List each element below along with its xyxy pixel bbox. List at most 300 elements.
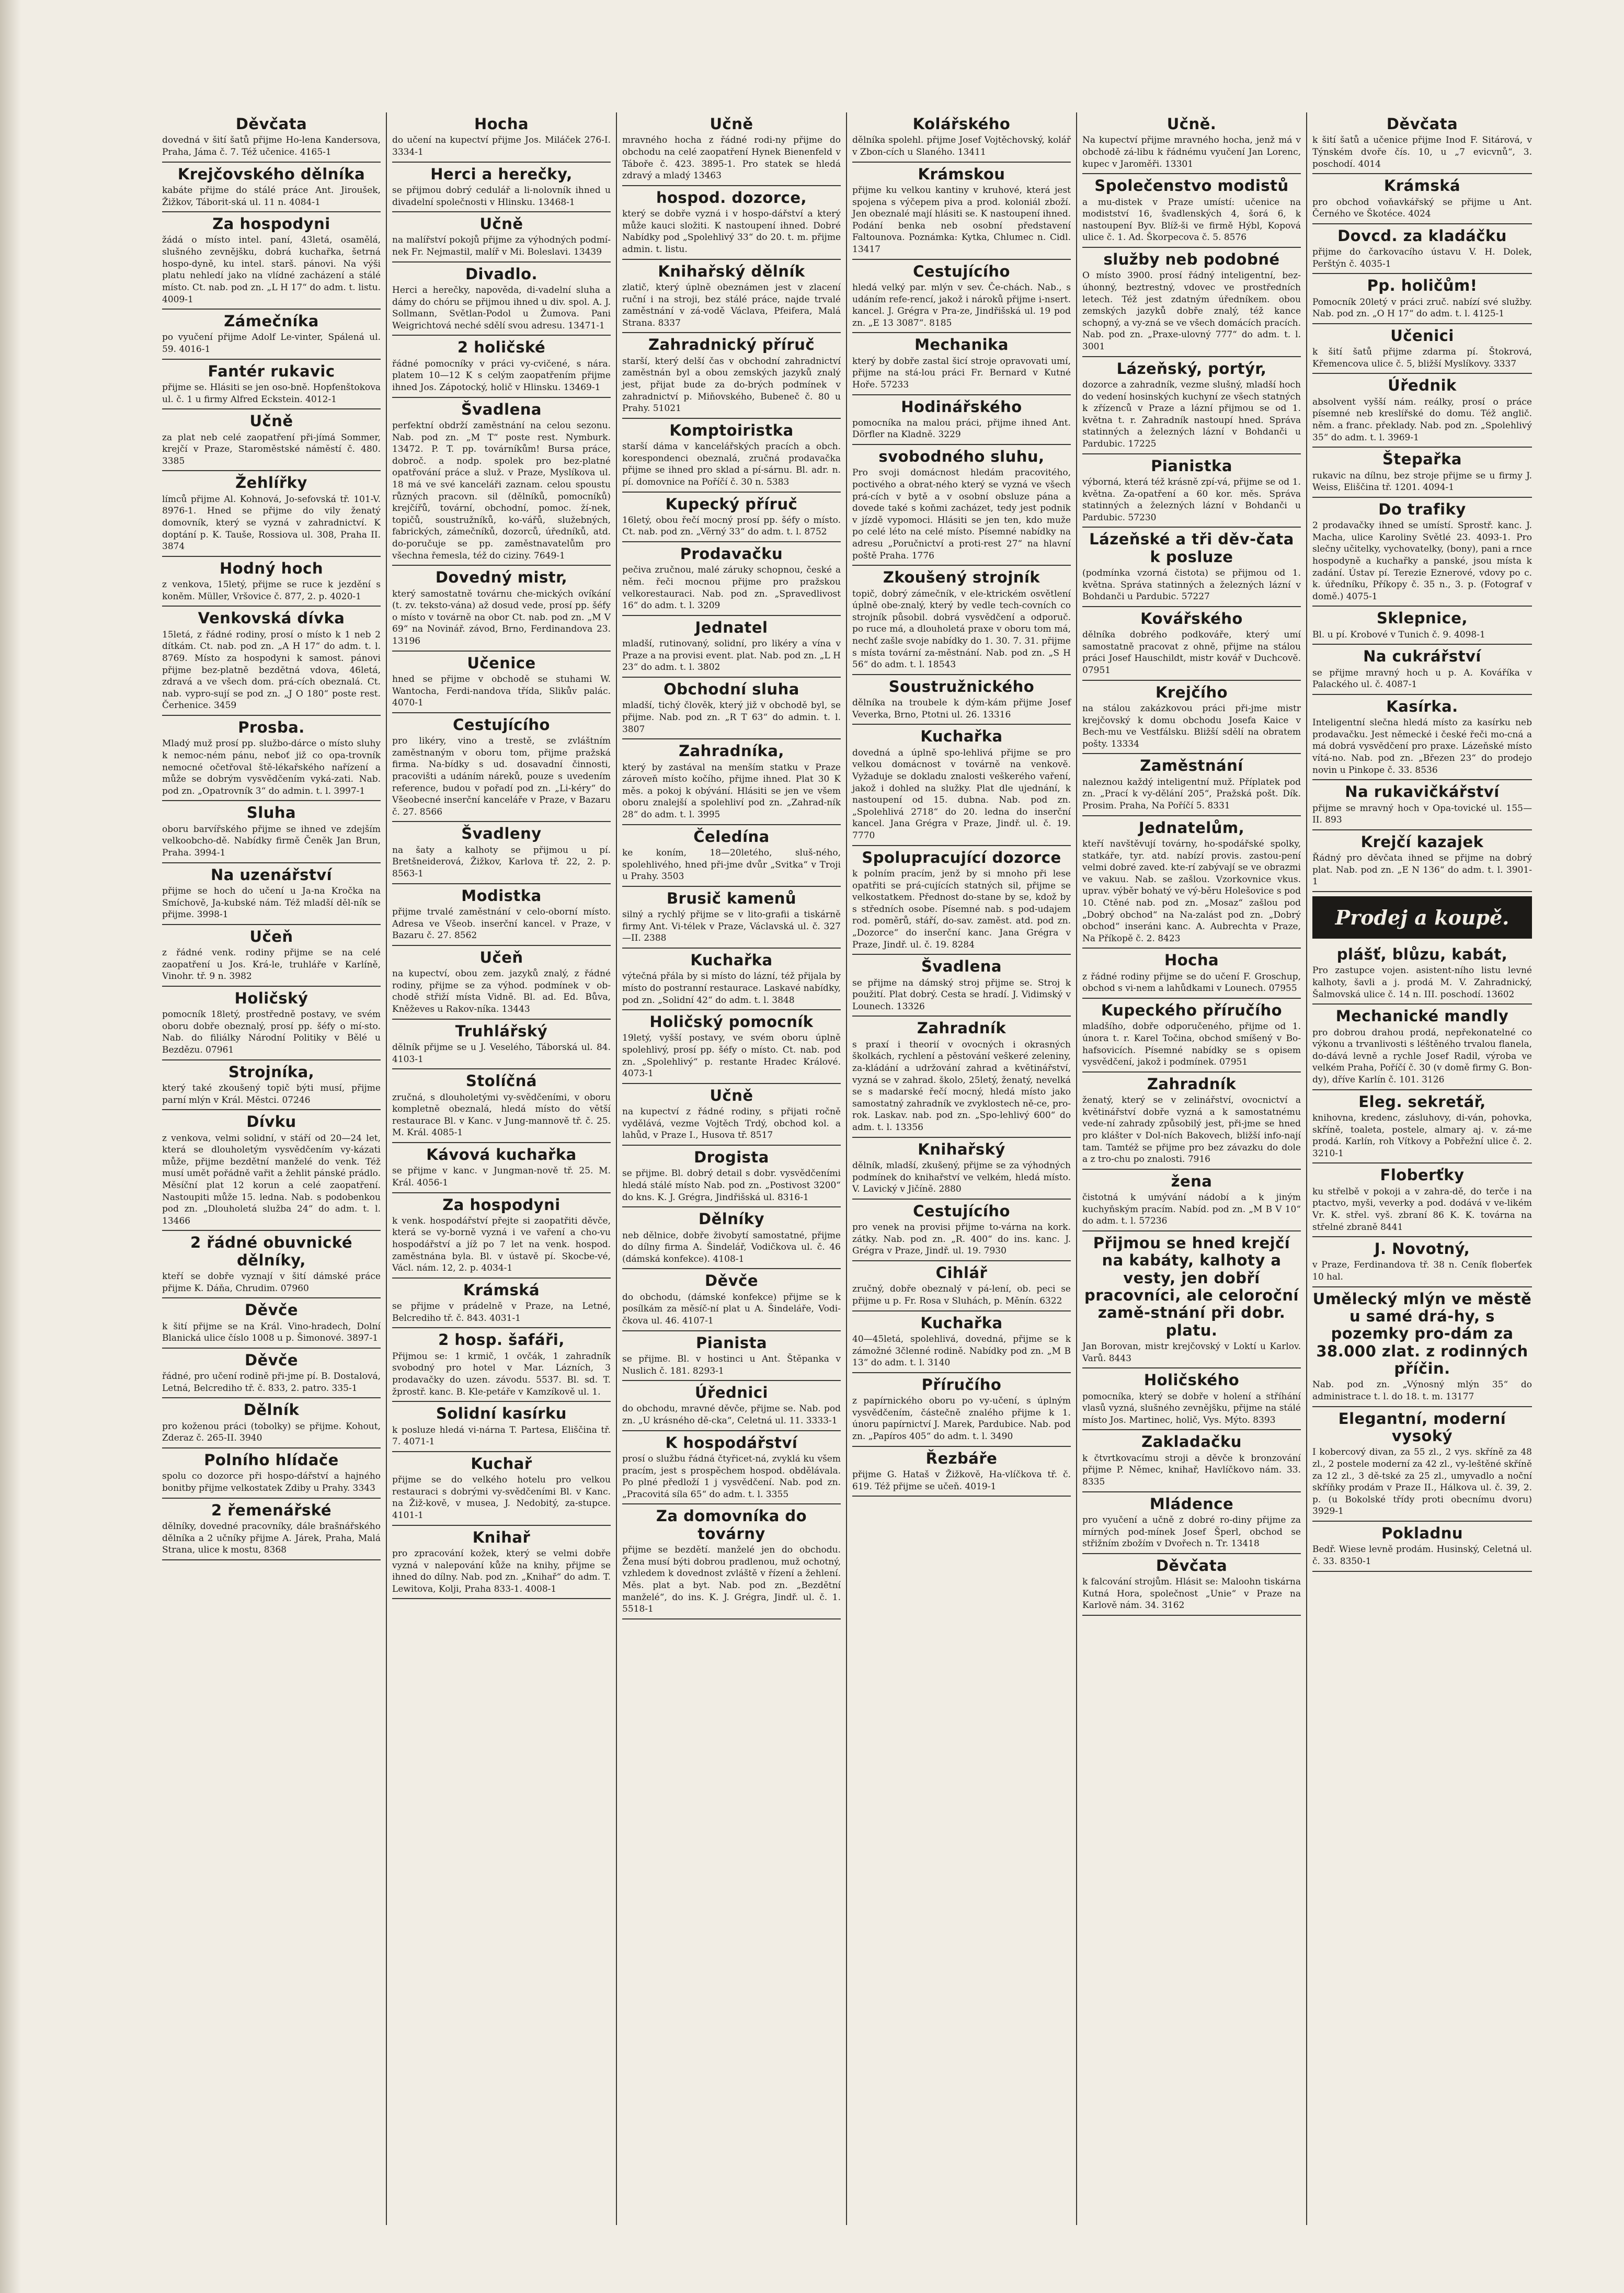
classified-ad bbox=[392, 163, 611, 213]
classified-ad bbox=[392, 822, 611, 884]
classified-ad bbox=[1312, 1163, 1532, 1237]
ad-heading: Děvčata bbox=[1156, 1556, 1228, 1575]
ad-body: přijme se do velkého hotelu pro velkou restauraci s dobrými vy-svědčeními Bl. v Kanc. na Žiž-kově, v musea, J. Nedobitý, za-stupce. 4101-1 bbox=[392, 1475, 611, 1521]
classified-ad bbox=[1312, 645, 1532, 695]
ad-heading: služby neb podobné bbox=[1103, 250, 1280, 268]
ad-body: s praxí i theorií v ovocných i okrasných školkách, rychlení a pěstování veškeré zeleniny, za-kládání a udržování zahrad a květinářství, vyzná se v zahrad. školo, 25letý, ženatý, nevelká se s madarské řečí mocný, hledá místo jako samostatný zahradník ve zvyklostech ně-ce, pro-rok. Laskav. nab. pod zn. „Spo-lehlivý 600“ do adm. t. l. 13356 bbox=[852, 1039, 1071, 1133]
classified-ad bbox=[1312, 112, 1532, 174]
ad-body: Přijmou se: 1 krmič, 1 ovčák, 1 zahradník svobodný pro hotel v Mar. Lázních, 3 prodavačky do uzen. závodu. 5537. Bl. sd. T. žprostř. kanc. B. Kle-petáře v Kamzíkově ul. 1. bbox=[392, 1351, 611, 1397]
ad-heading: Sklepnice, bbox=[1376, 609, 1468, 628]
ad-body: perfektní obdrží zaměstnání na celou sezonu. Nab. pod zn. „M T“ poste rest. Nymburk. 13472. P. T. pp. továrníkům! Bursa práce, dobroč. a nodp. spolek pro bez-platné opatřování práce a služ. v Praze, Myslíkova ul. 18 má ve své kanceláři zaznam. celou spoustu různých pracovn. sil (dělníků, pomocníků) krejčířů, tovární, obchodní, pomoc. ží-nek, topičů, soustružníků, ko-vářů, služebných, fabrických, zámečníků, dozorců, úředníků, atd. do-poručuje se pp. zaměstnavatelům pro všechna řemesla, též do ciziny. 7649-1 bbox=[392, 420, 611, 561]
classified-ad bbox=[622, 739, 841, 825]
ad-heading: Umělecký mlýn ve městě u samé drá-hy, s pozemky pro-dám za 38.000 zlat. z rodinných příčin. bbox=[1312, 1290, 1532, 1378]
ad-body: do učení na kupectví přijme Jos. Miláček 276-I. 3334-1 bbox=[392, 135, 611, 157]
ad-heading: J. Novotný, bbox=[1374, 1240, 1470, 1258]
ad-heading: Cestujícího bbox=[913, 1202, 1010, 1220]
ad-body: pro likéry, vino a trestě, se zvláštním zaměstnaným v oboru tom, přijme pražská firma. Na-bídky s ud. dosavadní činnosti, pracovišti a udáním náreků, pouze s uvedením reference, budou v pořadí pod zn. „Li-kéry“ do Všeobecné inserční kanceláře v Praze, v Bazaru č. 27. 8566 bbox=[392, 736, 611, 817]
ad-heading: Pokladnu bbox=[1381, 1524, 1463, 1542]
ad-heading: Hocha bbox=[1164, 951, 1219, 969]
ad-heading: Floberťky bbox=[1380, 1166, 1465, 1184]
ad-heading: Brusič kamenů bbox=[666, 889, 797, 907]
ad-body: který také zkoušený topič býti musí, přijme parní mlýn v Král. Městci. 07246 bbox=[162, 1083, 381, 1105]
ad-body: na malířství pokojů přijme za výhodných podmí-nek Fr. Nejmastil, malíř v Mi. Boleslavi. 13439 bbox=[392, 235, 611, 258]
ad-heading: Obchodní sluha bbox=[664, 680, 799, 699]
classified-ad bbox=[1312, 224, 1532, 275]
ad-heading: Učně bbox=[710, 115, 753, 133]
ad-heading: Strojníka, bbox=[228, 1063, 315, 1081]
ad-heading: Dovedný mistr, bbox=[435, 568, 568, 587]
ad-body: kteří se dobře vyznají v šití dámské práce přijme K. Dáňa, Chrudim. 07960 bbox=[162, 1271, 381, 1294]
ad-heading: Žehlířky bbox=[235, 474, 307, 492]
ad-body: O místo 3900. prosí řádný inteligentní, bez-úhonný, beztrestný, vdovec ve prostředních letech. Též jest zdatným úředníkem. obou zemských jazyků dobře znalý, též kance schopný, a vy-zná se ve všech domácích pracích. Nab. pod zn. „Praxe-ulovný 777“ do adm. t. l. 3001 bbox=[1082, 270, 1301, 352]
ad-body: který by dobře zastal šicí stroje opravovati umí, přijme na stá-lou práci Fr. Bernard v Kutné Hoře. 57233 bbox=[852, 356, 1071, 390]
classified-ad bbox=[622, 542, 841, 616]
ad-body: ženatý, který se v zelinářství, ovocnictví a květinářství dobře vyzná a k samostatnému vede-ní zahrady způsobilý jest, při-jme se hned pro klášter v Dol-ních Bakovech, bližší info-nají tam. Tamtéž se přijme pro bez závazku do dole a z tro-chu po znalosti. 7916 bbox=[1082, 1095, 1301, 1165]
ad-heading: Švadlena bbox=[921, 957, 1002, 976]
ad-heading: svobodného sluhu, bbox=[878, 448, 1045, 466]
ad-body: rukavic na dílnu, bez stroje přijme se u firmy J. Weiss, Eliščina tř. 1201. 4094-1 bbox=[1312, 470, 1532, 493]
ad-body: Nab. pod zn. „Výnosný mlýn 35“ do administrace t. l. do 18. t. m. 13177 bbox=[1312, 1379, 1532, 1402]
classified-ad bbox=[622, 949, 841, 1010]
ad-body: dělníka spolehl. přijme Josef Vojtěchovský, kolář v Zbon-cích u Slaného. 13411 bbox=[852, 135, 1071, 157]
ad-body: naleznou každý inteligentní muž. Příplatek pod zn. „Prací k vy-dělání 205“, Pražská pošt. Dík. Prosim. Praha, Na Poříčí 5. 8331 bbox=[1082, 777, 1301, 811]
classified-ad bbox=[622, 112, 841, 186]
ad-body: z venkova, 15letý, přijme se ruce k jezdění s koněm. Müller, Vršovice č. 877, 2. p. 4020-1 bbox=[162, 579, 381, 602]
classified-ad bbox=[162, 987, 381, 1060]
classified-ad bbox=[162, 112, 381, 163]
classified-ad bbox=[852, 163, 1071, 260]
classified-ad bbox=[162, 607, 381, 716]
ad-body: starší dáma v kancelářských pracích a obch. korespondenci obeznalá, zručná prodavačka přijme se ihned pro sklad a pí-sárnu. Bl. adr. n. pí. domovnice na Poříčí č. 30 n. 5383 bbox=[622, 441, 841, 487]
ad-body: k šití šatů přijme zdarma pí. Štokrová, Křemencova ulice č. 5, bližší Myslíkovy. 3337 bbox=[1312, 347, 1532, 369]
classified-ad bbox=[162, 557, 381, 607]
classified-ad bbox=[622, 1084, 841, 1146]
ad-heading: Kuchařka bbox=[690, 951, 773, 969]
ad-heading: Pianista bbox=[695, 1333, 768, 1352]
classified-ad bbox=[1312, 943, 1532, 1005]
classified-ad bbox=[392, 1279, 611, 1329]
ad-heading: Herci a herečky, bbox=[430, 165, 573, 183]
ad-heading: Na cukrářství bbox=[1363, 647, 1481, 666]
ad-heading: Soustružnického bbox=[888, 677, 1035, 695]
classified-ad bbox=[852, 846, 1071, 955]
classified-ad bbox=[392, 1193, 611, 1279]
classified-ad bbox=[392, 884, 611, 946]
ad-body: po vyučení přijme Adolf Le-vinter, Spálená ul. 59. 4016-1 bbox=[162, 332, 381, 355]
page-edge-shadow bbox=[0, 0, 21, 2293]
classified-ad bbox=[852, 1261, 1071, 1311]
classified-ad bbox=[852, 1138, 1071, 1200]
classified-ad bbox=[852, 1200, 1071, 1261]
ad-heading: Krejčovského dělníka bbox=[177, 165, 365, 183]
ad-body: (podmínka vzorná čistota) se přijmou od 1. května. Správa statinných a železných lázní v Bohdanči u Pardubic. 57227 bbox=[1082, 568, 1301, 602]
ad-body: kabáte přijme do stálé práce Ant. Jiroušek, Žižkov, Táborit-ská ul. 11 n. 4084-1 bbox=[162, 185, 381, 208]
classified-ad bbox=[392, 112, 611, 163]
classified-ad bbox=[162, 360, 381, 410]
ad-body: se přijme mravný hoch u p. A. Kováříka v Palackého ul. č. 4087-1 bbox=[1312, 667, 1532, 690]
classified-ad bbox=[622, 419, 841, 493]
ad-heading: Kuchařka bbox=[920, 727, 1003, 746]
classified-ad bbox=[162, 471, 381, 556]
classified-ad bbox=[1082, 454, 1301, 528]
classified-ad bbox=[852, 1311, 1071, 1373]
classified-ad bbox=[392, 1452, 611, 1526]
classified-ad bbox=[1312, 374, 1532, 448]
ad-heading: Solidní kasírku bbox=[436, 1405, 567, 1423]
ad-body: přijme se hoch do učení u Ja-na Kročka na Smíchově, Ja-kubské nám. Též mladší děl-ník se přijme. 3998-1 bbox=[162, 885, 381, 920]
ad-body: dovedná v šití šatů přijme Ho-lena Kandersova, Praha, Jámа č. 7. Též učenice. 4165-1 bbox=[162, 135, 381, 157]
ad-heading: Cihlář bbox=[935, 1264, 988, 1282]
classified-ad bbox=[1082, 248, 1301, 357]
classified-ad bbox=[1082, 816, 1301, 949]
ad-heading: 2 hosp. šafáři, bbox=[438, 1331, 565, 1349]
ad-body: mladší, tichý člověk, který již v obchodě byl, se přijme. Nab. pod zn. „R T 63“ do admin. t. l. 3807 bbox=[622, 700, 841, 735]
classified-ad bbox=[1312, 174, 1532, 224]
classified-ad bbox=[852, 566, 1071, 675]
ad-heading: Holičského bbox=[1143, 1371, 1240, 1389]
ad-body: dělníka na troubele k dým-kám přijme Josef Veverka, Brno, Ptotni ul. 26. 13316 bbox=[852, 698, 1071, 720]
ad-heading: Prosba. bbox=[238, 718, 305, 736]
ad-body: pomocníka, který se dobře v holení a stříhání vlasů vyzná, slušného zevnějšku, přijme na stálé místo Jos. Martinec, holič, Vys. Mýto. 8393 bbox=[1082, 1391, 1301, 1425]
classified-ad bbox=[162, 212, 381, 310]
classified-ad bbox=[392, 713, 611, 823]
ad-body: k šití šatů a učenice přijme Inod F. Sitárová, v Týnském dvoře čís. 10, u „7 evicvnů“, 3. poschodí. 4014 bbox=[1312, 135, 1532, 169]
ad-heading: Učně. bbox=[1166, 115, 1217, 133]
classified-ad bbox=[162, 1298, 381, 1349]
ad-body: spolu co dozorce při hospo-dářství a hajného bonitby přijme velkostatek Zdiby u Prahy. 3343 bbox=[162, 1471, 381, 1493]
ad-body: 19letý, vyšší postavy, ve svém oboru úplně spolehlivý, prosí pp. šéfy o místo. Ct. nab. pod zn. „Spolehlivý“ p. restante Hradec Králové. 4073-1 bbox=[622, 1033, 841, 1079]
classified-ad bbox=[392, 336, 611, 397]
classified-ad bbox=[1082, 1368, 1301, 1430]
classified-ad bbox=[852, 1017, 1071, 1137]
ad-heading: Štepařka bbox=[1382, 450, 1462, 469]
ad-body: z řádné rodiny přijme se do učení F. Groschup, obchod s vi-nem a lahůdkami v Lounech. 07955 bbox=[1082, 971, 1301, 994]
ad-heading: Učeň bbox=[249, 927, 293, 945]
classified-ad bbox=[1082, 681, 1301, 755]
classified-ad bbox=[1312, 695, 1532, 780]
ad-heading: Příručího bbox=[921, 1375, 1002, 1394]
ad-heading: Krámskou bbox=[918, 165, 1005, 183]
ad-body: pomocníka na malou práci, přijme ihned Ant. Dörfler na Kladně. 3229 bbox=[852, 417, 1071, 440]
ad-heading: Zahradník bbox=[1147, 1075, 1237, 1093]
classified-ad bbox=[392, 1328, 611, 1402]
ad-body: zručný, dobře obeznalý v pá-lení, ob. peci se přijme u p. Fr. Rosa v Sluhách, p. Měnín. 6322 bbox=[852, 1284, 1071, 1306]
ad-heading: Kupeckého příručího bbox=[1101, 1001, 1283, 1019]
classified-ad bbox=[162, 1231, 381, 1298]
classified-ad bbox=[1312, 448, 1532, 498]
ad-heading: Krejčího bbox=[1155, 683, 1228, 701]
ad-body: k venk. hospodářství přejte si zaopatřiti děvče, která se vy-borně vyzná i ve vaření a cho-vu hospodářství a jíž po 7 let na venk. hospod. zaměstnána byla. Bl. v ústavě pí. Skocbe-vé, Václ. nám. 12, 2. p. 4034-1 bbox=[392, 1215, 611, 1274]
ad-heading: Zaměstnání bbox=[1140, 757, 1243, 775]
ad-body: pro obchod voňavkářský se přijme u Ant. Černého ve Škotéce. 4024 bbox=[1312, 197, 1532, 220]
classified-ad bbox=[1312, 1005, 1532, 1090]
ad-heading: K hospodářství bbox=[665, 1433, 798, 1452]
classified-ad bbox=[852, 1373, 1071, 1447]
ad-body: I kobercový divan, za 55 zl., 2 vys. skříně za 48 zl., 2 postele moderní za 42 zl., vy-leštěné skříně za 12 zl., 3 dě-tské za 25 zl., umyvadlo a noční skříňky prodám v Praze II., Hálkova ul. č. 39, 2. p. (u Bokolské třídy proti obecnímu dvoru) 3929-1 bbox=[1312, 1447, 1532, 1517]
ad-body: přijme se mravný hoch v Opa-tovické ul. 155—II. 893 bbox=[1312, 803, 1532, 826]
ad-body: ke koním, 18—20letého, sluš-ného, spolehlivého, hned při-jme dvůr „Svitka“ v Troji u Prahy. 3503 bbox=[622, 847, 841, 882]
ad-heading: Učeň bbox=[479, 948, 523, 966]
ad-heading: Hodný hoch bbox=[219, 559, 323, 577]
ad-heading: Učně bbox=[249, 412, 293, 430]
ad-heading: Dělníky bbox=[699, 1210, 764, 1228]
ad-heading: Zkoušený strojník bbox=[883, 568, 1040, 587]
classified-ad bbox=[1312, 1287, 1532, 1407]
ad-body: kteří navštěvují továrny, ho-spodářské spolky, statkáře, tyr. atd. nabízí provis. zastou-pení velmi dobré zaved. kte-rí zabývají se ve obrazmi ve vakuu. Nab. se zašlou. Vzorkovnice vkus. uprav. výběr bohatý ve vý-běru Holešovice s pod 10. Ctěné nab. pod zn. „Mosaz“ zašlou pod „Dobrý obchod“ na Na-zalást pod zn. „Dobrý obchod“ inseráni kanc. A. Aubrechta v Praze, Na Příkopě č. 2. 8423 bbox=[1082, 838, 1301, 944]
ad-body: čistotná k umývání nádobí a k jiným kuchyňským pracím. Nabíd. pod zn. „M B V 10“ do adm. t. l. 57236 bbox=[1082, 1192, 1301, 1227]
classified-ad bbox=[392, 1402, 611, 1452]
classified-ad bbox=[622, 678, 841, 739]
ad-body: Pro svoji domácnost hledám pracovitého, poctivého a obrat-ného který se vyzná ve všech prá-cích v bytě a v osobní obsluze pána a dovede také s koňmi zacházet, tedy jest podnik v jízdě vypomoci. Hlásiti se jen ten, kdo muže po celé léto na celé místo. Písemné nabídky na adresu „Poručnictví a proti-rest 27“ na hlavní poště Praha. 1776 bbox=[852, 467, 1071, 561]
ad-body: k šití přijme se na Král. Vino-hradech, Dolní Blanická ulice číslo 1008 u p. Šimonové. 3897-1 bbox=[162, 1321, 381, 1344]
ad-body: mravného hocha z řádné rodi-ny přijme do obchodu na celé zaopatření Hynek Bienenfeld v Táboře č. 423. 3895-1. Pro statek se hledá zdravý a mladý 13463 bbox=[622, 135, 841, 181]
ad-heading: Mechanické mandly bbox=[1335, 1007, 1509, 1025]
classified-ad bbox=[162, 1398, 381, 1448]
ad-body: Bedř. Wiese levně prodám. Husinský, Celetná ul. č. 33. 8350-1 bbox=[1312, 1544, 1532, 1567]
classified-ad bbox=[162, 1448, 381, 1499]
classified-ad bbox=[622, 493, 841, 543]
ad-heading: Zámečníka bbox=[224, 312, 319, 330]
ad-body: z venkova, velmi solidní, v stáří od 20—24 let, která se dlouholetým vysvědčením vy-kázati může, přijme bezdětní manželé do venk. Též musí umět pořádně vařit a žehlit pánské prádlo. Měsíční plat 12 korun a celé zaopatření. Nastoupiti může 15. ledna. Nab. s podobenkou pod zn. „Dlouholetá služba 24“ do adm. t. l. 13466 bbox=[162, 1133, 381, 1226]
ad-body: výborná, která též krásně zpí-vá, přijme se od 1. května. Za-opatření a 60 kor. měs. Správa statinných a železných lázní v Bohdanči u Pardubic. 57230 bbox=[1082, 476, 1301, 523]
classified-ad bbox=[1312, 324, 1532, 374]
ad-body: pro dobrou drahou prodá, nepřekonatelné co výkonu a trvanlivosti s léštěného trvalou flanela, do-dává levně a rychle Josef Radil, výroba ve velkém Praha, Poříčí č. 30 (v domě firmy G. Bon-dy), dříve Karlín č. 101. 3126 bbox=[1312, 1027, 1532, 1085]
ad-heading: Mechanika bbox=[914, 336, 1009, 354]
ad-heading: Kuchařka bbox=[920, 1314, 1003, 1332]
ad-body: dělníky, dovedné pracovníky, dále brašnářského dělníka a 2 učníky přijme A. Járek, Praha, Malá Strana, ulice k mostu, 8368 bbox=[162, 1521, 381, 1556]
ad-body: topič, dobrý zámečník, v ele-ktrickém osvětlení úplně obe-znalý, který by vedle tech-covních co strojník působil. dobrá vysvědčení a odporuč. po ruce má, a dlouholetá praxe v oboru tom má, nechť zašle svoje nabídky do 1. 30. 7. 31. přijme s místa tovární za-městnání. Nab. pod zn. „S H 56“ do adm. t. l. 18543 bbox=[852, 588, 1071, 670]
ad-heading: Společenstvo modistů bbox=[1094, 177, 1289, 195]
classified-ad bbox=[852, 260, 1071, 334]
classified-ad bbox=[162, 1349, 381, 1399]
classified-ad bbox=[1312, 498, 1532, 607]
ad-body: řádné pomocníky v práci vy-cvičené, s nára. platem 10—12 K s celým zaopatřením přijme ihned Jos. Zápotocký, holič v Hlinsku. 13469-1 bbox=[392, 358, 611, 393]
ad-heading: Krámská bbox=[1383, 177, 1461, 195]
classified-ad bbox=[622, 333, 841, 418]
ad-body: k falcování strojům. Hlásit se: Maloohn tiskárna Kutná Hora, společnost „Unie“ v Praze na Karlově nám. 34. 3162 bbox=[1082, 1577, 1301, 1611]
classified-ad bbox=[1312, 1522, 1532, 1572]
ad-body: hned se přijme v obchodě se stuhami W. Wantocha, Ferdi-nandova třída, Slikův palác. 4070-1 bbox=[392, 674, 611, 709]
classified-ad bbox=[1312, 607, 1532, 645]
ad-body: do obchodu, (dámské konfekce) přijme se k posílkám za měsíč-ní plat u A. Šindeláře, Vodi-čkova ul. 46. 4107-1 bbox=[622, 1292, 841, 1326]
ad-heading: Učně bbox=[479, 215, 523, 233]
ad-body: pro vyučení a učně z dobré ro-diny přijme za mírných pod-mínek Josef Šperl, obchod se střižním zbožím v Dvořech n. Tr. 13418 bbox=[1082, 1514, 1301, 1549]
ad-heading: Lázeňské a tři děv-čata k posluze bbox=[1089, 530, 1294, 566]
ad-heading: Prodavačku bbox=[680, 545, 783, 563]
classified-ad bbox=[1312, 830, 1532, 892]
ad-body: pečiva zručnou, malé záruky schopnou, české a něm. řeči mocnou přijme pro pražskou velkorestauraci. Nab. pod zn. „Spravedlivost 16“ do adm. t. l. 3209 bbox=[622, 565, 841, 611]
classified-ad bbox=[852, 1447, 1071, 1497]
ad-body: 15letá, z řádné rodiny, prosí o místo k 1 neb 2 dítkám. Ct. nab. pod zn. „A H 17“ do adm. t. l. 8769. Místo za hospodyni k samost. pánovi přijme bez-platně bezdětná vdova, 46letá, zdravá a ve všech dom. prá-cích obeznalá. Ct. nab. vypro-sují se pod zn. „J O 180“ poste rest. Čerhenice. 3459 bbox=[162, 629, 381, 711]
ad-body: přijme se bezdětí. manželé jen do obchodu. Žena musí býti dobrou pradlenou, muž ochotný, vzhledem k dovednost zvláště v řízení a žehlení. Měs. plat a byt. Nab. pod zn. „Bezdětní manželé“, do ins. K. J. Grégra, Jindř. ul. č. 1. 5518-1 bbox=[622, 1545, 841, 1615]
ad-body: žádá o místo intel. paní, 43letá, osamělá, slušného zevnějšku, dobrá kuchařka, šetrná hospo-dyně, ku intel. starš. pánovi. Na výši platu nehledí jako na vlídné zacházení a stálé místo. Ct. nab. pod zn. „L H 17“ do adm. t. listu. 4009-1 bbox=[162, 235, 381, 305]
column-2 bbox=[387, 112, 617, 2225]
classified-ad bbox=[1312, 274, 1532, 324]
classified-ad bbox=[392, 398, 611, 566]
classified-ad bbox=[1082, 528, 1301, 607]
ad-body: neb dělnice, dobře živobytí samostatné, přijme do dílny firma A. Šindelář, Vodičkova ul. č. 46 (dámská konfekce). 4108-1 bbox=[622, 1230, 841, 1264]
classified-ad bbox=[622, 186, 841, 260]
classified-ad bbox=[852, 395, 1071, 446]
ad-heading: Krejčí kazajek bbox=[1360, 832, 1484, 851]
ad-heading: hospod. dozorce, bbox=[656, 188, 807, 207]
ad-heading: Na rukavičkářství bbox=[1345, 783, 1500, 801]
classified-ad bbox=[1082, 754, 1301, 816]
ad-body: dovedná a úplně spo-lehlivá přijme se pro velkou domácnost v továrně na venkově. Vyžaduje se dokladu znalosti veškerého vaření, jakož i dohled na služky. Plat dle ujednání, k nastoupení od 15. dubna. Nab. pod zn. „Spolehlivá 2718“ do 20. ledna do inserční kancel. Jana Grégra v Praze, Jindř. ul. č. 19. 7770 bbox=[852, 747, 1071, 841]
ad-heading: Za hospodyni bbox=[212, 215, 330, 233]
ad-body: Herci a herečky, napověda, di-vadelní sluha a dámy do chóru se přijmou ihned u div. spol. A. J. Sollmann, Světlan-Podol u Žumova. Pani Weigrichtová neché sdělí svou adresu. 13471-1 bbox=[392, 285, 611, 331]
ad-body: pomocník 18letý, prostředně postavy, ve svém oboru dobře obeznalý, prosí pp. šéfy o mí-sto. Nab. do filiálky Národní Politiky v Bělé u Bezdězu. 07961 bbox=[162, 1009, 381, 1056]
ad-body: pro zpracování kožek, který se velmi dobře vyzná v nalepování kůže na knihy, přijme se ihned do dílny. Nab. pod zn. „Knihař“ do adm. T. Lewitova, Kolji, Praha 833-1. 4008-1 bbox=[392, 1548, 611, 1594]
ad-body: mladšího, dobře odporučeného, přijme od 1. února t. r. Karel Točina, obchod smíšený v Bo-hafsovicích. Písemné nabídky se s opisem vysvědčení, jakož i podmínek. 07951 bbox=[1082, 1021, 1301, 1068]
ad-heading: Eleg. sekretář, bbox=[1358, 1092, 1486, 1111]
ad-body: zručná, s dlouholetými vy-svědčeními, v oboru kompletně obeznalá, hledá místo do větší restaurace Bl. v Kanc. v Jung-mannově tř. č. 25. M. Král. 4085-1 bbox=[392, 1092, 611, 1138]
ad-heading: Pianistka bbox=[1151, 457, 1232, 475]
ad-body: 16letý, obou řečí mocný prosí pp. šéfy o místo. Ct. nab. pod zn. „Věrný 33“ do adm. t. l. 8752 bbox=[622, 515, 841, 538]
ad-body: zlatič, který úplně obeznámen jest v zlacení ruční i na stroji, bez stálé práce, najde trvalé zaměstnání v zá-vodě Václava, Pfeifera, Malá Strana. 8337 bbox=[622, 282, 841, 328]
ad-body: se přijme na dámský stroj přijme se. Stroj k použití. Plat dobrý. Cesta se hradí. J. Vidimský v Lounech. 13326 bbox=[852, 977, 1071, 1012]
ad-heading: Sluha bbox=[246, 804, 296, 822]
classified-ad bbox=[392, 566, 611, 651]
ad-body: 40—45letá, spolehlivá, dovedná, přijme se k zámožné 3členné rodině. Nabídky pod zn. „M B 13“ do adm. t. l. 3140 bbox=[852, 1333, 1071, 1368]
ad-heading: Venkovská dívka bbox=[198, 609, 345, 628]
ad-heading: Dívku bbox=[246, 1113, 296, 1131]
classified-ad bbox=[162, 801, 381, 863]
ad-body: pro koženou práci (tobolky) se přijme. Kohout, Zderaz č. 265-II. 3940 bbox=[162, 1421, 381, 1444]
ad-body: Jan Borovan, mistr krejčovský v Loktí u Karlov. Varů. 8443 bbox=[1082, 1341, 1301, 1364]
ad-body: límců přijme Al. Kohnová, Jo-sefovská tř. 101-V. 8976-1. Hned se přijme do vily ženatý domovník, který se vyzná v zahradnictví. K doptání p. K. Tauše, Rossiova ul. 308, Praha II. 3874 bbox=[162, 494, 381, 552]
classified-ad bbox=[1312, 1090, 1532, 1164]
ad-heading: Děvče bbox=[244, 1301, 298, 1319]
ad-heading: Truhlářský bbox=[455, 1022, 548, 1040]
classified-ad bbox=[852, 675, 1071, 725]
ad-heading: Přijmou se hned krejčí na kabáty, kalhoty a vesty, jen dobří pracovníci, ale celoroční zamě-stnání při dobr. platu. bbox=[1084, 1234, 1299, 1339]
ad-heading: Cestujícího bbox=[913, 262, 1010, 280]
classified-ad bbox=[392, 946, 611, 1020]
ad-heading: Úřednici bbox=[695, 1384, 768, 1402]
column-5 bbox=[1077, 112, 1307, 2225]
ad-heading: Zahradník bbox=[917, 1019, 1007, 1037]
ad-body: na šaty a kalhoty se přijmou u pí. Bretšneiderová, Žižkov, Karlova tř. 22, 2. p. 8563-1 bbox=[392, 845, 611, 880]
classified-ad bbox=[1082, 1430, 1301, 1492]
ad-body: se přijmou dobrý cedulář a li-nolovník ihned u divadelní společnosti v Hlinsku. 13468-1 bbox=[392, 185, 611, 208]
ad-heading: plášť, blůzu, kabát, bbox=[1336, 945, 1508, 964]
ad-heading: Čeledína bbox=[693, 827, 770, 846]
ad-heading: Kasírka. bbox=[1386, 697, 1458, 715]
ad-heading: Knihařský bbox=[918, 1140, 1005, 1158]
classified-ad bbox=[852, 725, 1071, 846]
ad-heading: Děvčata bbox=[235, 115, 307, 133]
ad-heading: Dovcd. za kladáčku bbox=[1337, 226, 1507, 245]
ad-body: dozorce a zahradník, vezme slušný, mladší hoch do vedení hosinských kuchyní ze všech statných k zřízenců v Praze a lázní přijmou se od 1. května t. r. Zahradník nastoupí hned. Správa statinných a železných lázní v Bohdanči u Pardubic. 17225 bbox=[1082, 379, 1301, 449]
ad-body: přijme G. Hataš v Žižkově, Ha-vlíčkova tř. č. 619. Též přijme se učeň. 4019-1 bbox=[852, 1469, 1071, 1492]
ad-heading: Komptoiristka bbox=[669, 421, 794, 439]
classified-ad bbox=[622, 1010, 841, 1084]
classified-ad bbox=[622, 1146, 841, 1207]
ad-body: přijme do čarkovacího ústavu V. H. Dolek, Perštýn č. 4035-1 bbox=[1312, 247, 1532, 269]
ad-heading: Holičský pomocník bbox=[649, 1013, 814, 1031]
classified-ad bbox=[162, 409, 381, 471]
ad-body: který samostatně továrnu che-mických ovíkání (t. zv. teksto-vána) až dosud vede, prosí pp. šéfy o místo v továrně na obor Ct. nab. pod zn. „M V 69“ na Novinář. závod, Brno, Ferdinandova 23. 13196 bbox=[392, 588, 611, 647]
classified-ad bbox=[392, 212, 611, 263]
classified-ad bbox=[1082, 1170, 1301, 1231]
ad-body: hledá velký par. mlýn v sev. Če-chách. Nab., s udáním refe-rencí, jakož i nároků přijme i-nsert. kancel. J. Grégra v Pra-ze, Jindřišská ul. 19 pod zn. „E 13 3087“. 8185 bbox=[852, 282, 1071, 328]
ad-body: Pro zastupce vojen. asistent-ního listu levné kalhoty, šavli a j. prodá M. V. Zahradnický, Šalmovská ulice č. 14 n. III. poschodí. 13602 bbox=[1312, 965, 1532, 1000]
ad-body: a mu-distek v Praze umístí: učenice na modistství 16, švadlenských 4, šorá 6, k nastoupení Byv. Blíž-ši ve firmě Hýbl, Kopová ulice č. 1. Ad. Škorpecova č. 5. 8576 bbox=[1082, 197, 1301, 243]
ad-body: se přijme v kanc. v Jungman-nově tř. 25. M. Král. 4056-1 bbox=[392, 1166, 611, 1188]
classified-ad bbox=[622, 260, 841, 334]
ad-heading: Za domovníka do továrny bbox=[656, 1507, 807, 1543]
ad-heading: Děvče bbox=[704, 1272, 758, 1290]
ad-heading: Děvče bbox=[244, 1351, 298, 1369]
ad-body: který se dobře vyzná i v hospo-dářství a který může kauci složiti. K nastoupení ihned. Dobré Nabídky pod „Spolehlivý 33“ do 20. t. m. přijme admin. t. listu. bbox=[622, 209, 841, 255]
classified-ad bbox=[622, 887, 841, 949]
classified-ad bbox=[392, 263, 611, 336]
ad-body: ku střelbě v pokoji a v zahra-dě, do terče i na ptactvo, myši, veverky a pod. dodává v ve-likém Vr. K. střel. vyš. zbraní 86 K. K. továrna na střelné zbraně 8441 bbox=[1312, 1186, 1532, 1233]
classified-ad bbox=[622, 1207, 841, 1269]
ad-body: za plat neb celé zaopatření při-jímá Sommer, krejčí v Praze, Staroměstské náměstí č. 480. 3385 bbox=[162, 432, 381, 466]
classified-ad bbox=[1082, 112, 1301, 174]
classified-ad bbox=[1082, 174, 1301, 248]
ad-body: z řádné venk. rodiny přijme se na celé zaopatření u Jos. Krá-le, truhláře v Karlíně, Vinohr. tř. 9 n. 3982 bbox=[162, 948, 381, 982]
ad-heading: Kupecký příruč bbox=[665, 495, 798, 513]
ad-heading: Pp. holičům! bbox=[1367, 277, 1478, 295]
classified-ad bbox=[392, 1143, 611, 1193]
classified-ad bbox=[1082, 607, 1301, 681]
classified-ad bbox=[162, 310, 381, 360]
ad-heading: Švadlena bbox=[461, 400, 542, 418]
ad-body: na stálou zakázkovou práci při-jme mistr krejčovský k domu obchodu Josefa Kaice v Bech-mu ve Vestfálsku. Bližší sdělí na obratem pošty. 13334 bbox=[1082, 703, 1301, 749]
classified-ad bbox=[162, 163, 381, 213]
classified-ad bbox=[392, 1526, 611, 1600]
ad-body: přijme ku velkou kantiny v kruhové, která jest spojena s výčepem piva a prod. koloniál zboží. Jen obeznalé mají hlásiti se. K nastoupení ihned. Podání benka neb osobní představení Faltounova. Poznámka: Kytka, Chlumec n. Cidl. 13417 bbox=[852, 185, 1071, 255]
classified-ad bbox=[1312, 1407, 1532, 1522]
ad-body: z papírnického oboru po vy-učení, s úplným vysvědčením, částečně znalého přijme k 1. únoru papírnictví J. Marek, Pardubice. Nab. pod zn. „Papíros 405“ do adm. t. l. 3490 bbox=[852, 1396, 1071, 1442]
ad-heading: Fantér rukavic bbox=[208, 362, 335, 380]
ad-heading: Jednatelům, bbox=[1138, 818, 1245, 837]
classified-ad bbox=[162, 1060, 381, 1111]
classified-ad bbox=[1082, 1492, 1301, 1554]
ad-body: přijme trvalé zaměstnání v celo-oborní místo. Adresa ve Všeob. inserční kancel. v Praze, v Bazaru č. 27. 8562 bbox=[392, 906, 611, 941]
classified-ad bbox=[1082, 999, 1301, 1073]
classified-ad bbox=[162, 1499, 381, 1560]
ad-body: který by zastával na menším statku v Praze zároveň místo kočího, přijme ihned. Plat 30 K měs. a pokoj k obývání. Hlásiti se jen ve všem oboru znalejší a spolehliví pod zn. „Zahrad-ník 28“ do adm. t. l. 3995 bbox=[622, 762, 841, 820]
section-banner: Prodej a koupě. bbox=[1312, 896, 1532, 939]
ad-heading: Řezbáře bbox=[925, 1449, 998, 1467]
ad-heading: Učně bbox=[710, 1086, 753, 1104]
ad-heading: Hocha bbox=[474, 115, 529, 133]
classified-ad bbox=[1082, 357, 1301, 454]
ad-heading: Spolupracující dozorce bbox=[862, 848, 1061, 866]
ad-heading: Za hospodyni bbox=[442, 1195, 561, 1214]
classified-ad bbox=[1082, 1231, 1301, 1368]
column-3 bbox=[617, 112, 847, 2225]
classified-ad bbox=[1312, 780, 1532, 830]
ad-body: do obchodu, mravné děvče, přijme se. Nab. pod zn. „U krásného dě-cka“, Celetná ul. 11. 3333-1 bbox=[622, 1404, 841, 1427]
classified-ad bbox=[622, 1431, 841, 1505]
column-1 bbox=[157, 112, 387, 2225]
ad-heading: Do trafiky bbox=[1378, 500, 1466, 518]
classified-ad bbox=[162, 1110, 381, 1231]
ad-heading: Švadleny bbox=[461, 825, 542, 843]
classified-ad bbox=[1082, 1073, 1301, 1170]
ad-body: k čtvrtkovacímu stroji a děvče k bronzování přijme P. Němec, knihař, Havlíčkovo nám. 33. 8335 bbox=[1082, 1453, 1301, 1487]
ad-heading: Cestujícího bbox=[453, 715, 550, 734]
ad-body: k posluze hledá vi-nárna T. Partesa, Eliščina tř. 7. 4071-1 bbox=[392, 1424, 611, 1447]
ad-body: silný a rychlý přijme se v lito-grafii a tiskárně firmy Ant. Vi-télek v Praze, Václavská ul. č. 327—II. 2388 bbox=[622, 909, 841, 944]
ad-heading: Kovářského bbox=[1140, 609, 1243, 628]
ad-body: Pomocník 20letý v práci zruč. nabízí své služby. Nab. pod zn. „O H 17“ do adm. t. l. 4125-1 bbox=[1312, 296, 1532, 320]
